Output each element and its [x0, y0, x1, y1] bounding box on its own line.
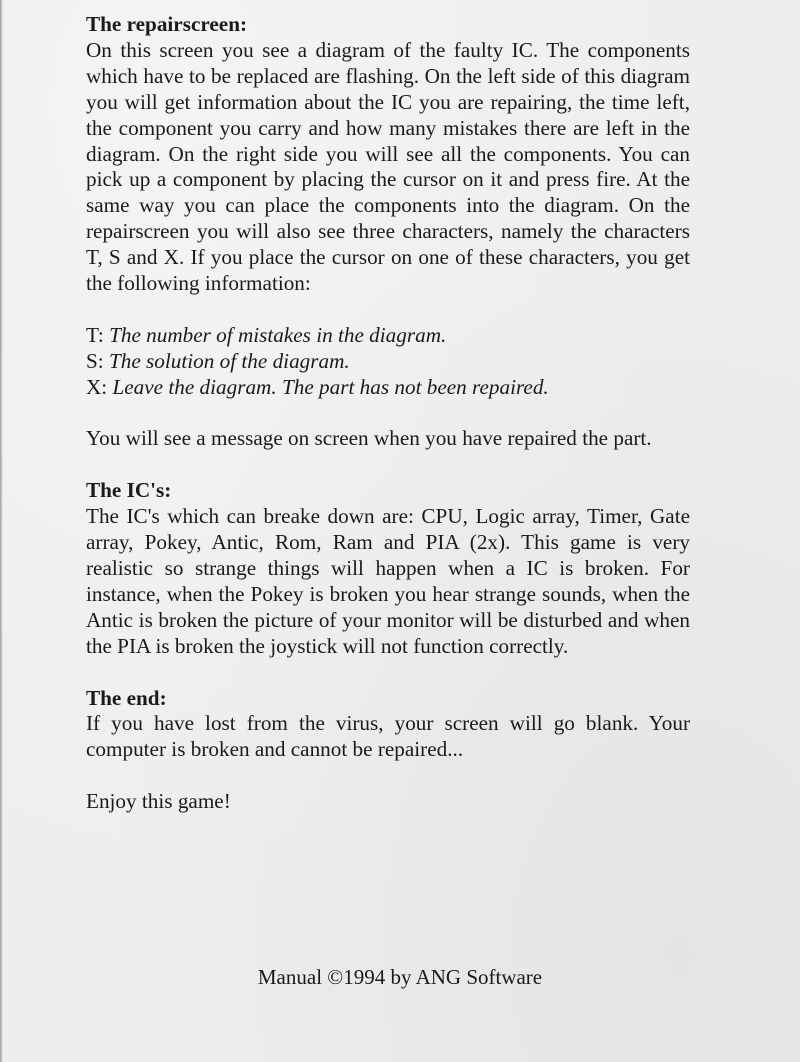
paper-edge [0, 0, 3, 1062]
spacer [86, 660, 690, 686]
character-key: S: [86, 348, 104, 373]
repairscreen-paragraph: On this screen you see a diagram of the faulty IC. The components which have to be replaced are flashing. On the left side of this diagram you will get information about the IC you are repairing, the time left, the component you carry and how many mistakes there are left in the diagram. On the right side you will see all the components. You can pick up a component by placing the cursor on it and press fire. At the same way you can place the components into the diagram. On the repairscreen you will also see three characters, namely the characters T, S and X. If you place the cursor on one of these characters, you get the following information: [86, 37, 690, 296]
repaired-message-paragraph: You will see a message on screen when you have repaired the part. [86, 426, 652, 451]
character-list [86, 323, 690, 401]
character-key: X: [86, 374, 108, 399]
character-item-s [86, 349, 690, 375]
character-key: T: [86, 322, 104, 347]
character-description: Leave the diagram. The part has not been repaired. [112, 374, 549, 399]
spacer [86, 401, 690, 427]
ics-heading: The IC's: [86, 478, 172, 503]
manual-page [86, 12, 690, 815]
end-paragraph: If you have lost from the virus, your screen will go blank. Your computer is broken and cannot be repaired... [86, 711, 690, 762]
character-item-x [86, 375, 690, 401]
ics-paragraph: The IC's which can breake down are: CPU, Logic array, Timer, Gate array, Pokey, Antic, Rom, Ram and PIA (2x). This game is very realistic so strange things will happen when a IC is broken. For instance, when the Pokey is broken you hear strange sounds, when the Antic is broken the picture of your monitor will be disturbed and when the PIA is broken the joystick will not function correctly. [86, 504, 690, 658]
character-item-t [86, 323, 690, 349]
end-heading: The end: [86, 685, 167, 710]
enjoy-line: Enjoy this game! [86, 789, 231, 814]
repairscreen-heading: The repairscreen: [86, 12, 248, 36]
manual-footer: Manual ©1994 by ANG Software [257, 965, 543, 989]
spacer [86, 297, 690, 323]
spacer [86, 452, 690, 478]
spacer [86, 763, 690, 789]
character-description: The number of mistakes in the diagram. [109, 322, 447, 347]
character-description: The solution of the diagram. [108, 348, 350, 373]
